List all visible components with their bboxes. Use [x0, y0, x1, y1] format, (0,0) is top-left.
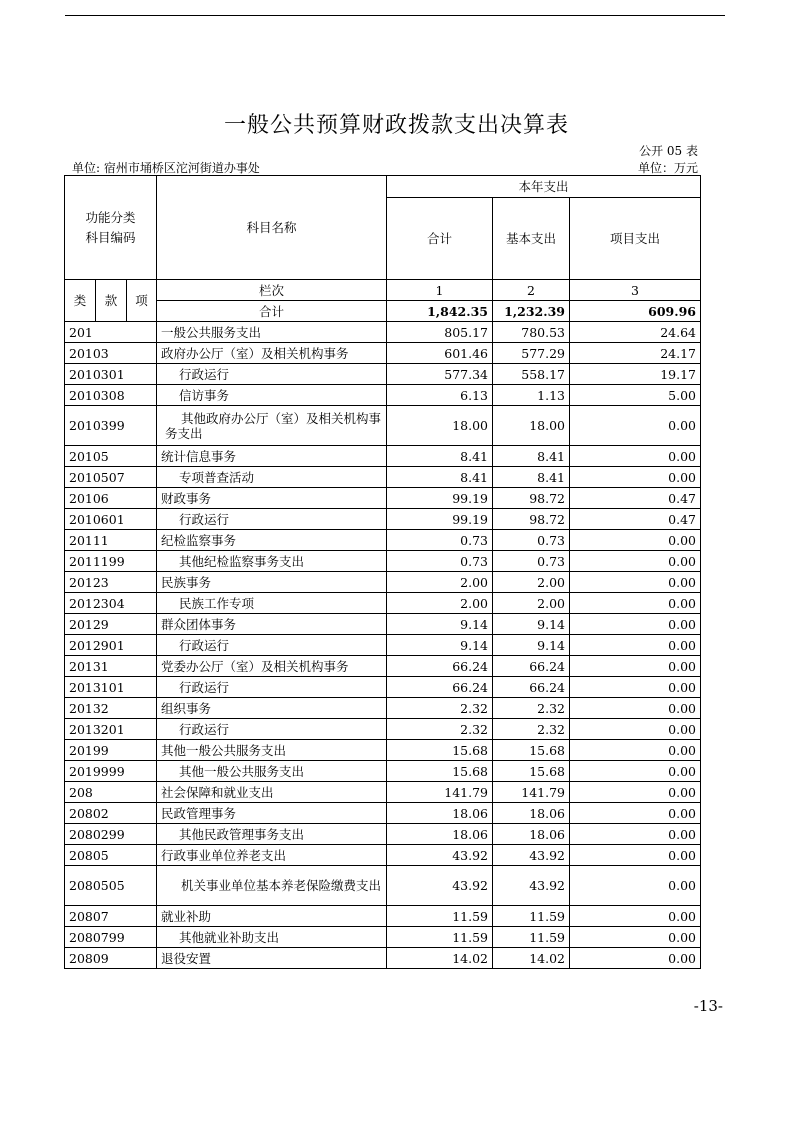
row-project: 0.00	[570, 803, 701, 824]
table-row	[65, 467, 701, 488]
table-row	[65, 824, 701, 845]
row-subject-name: 财政事务	[157, 488, 387, 509]
project-header: 项目支出	[570, 198, 701, 280]
row-total: 8.41	[387, 446, 493, 467]
row-basic: 9.14	[493, 614, 570, 635]
form-number: 公开 05 表	[639, 144, 698, 158]
row-basic: 2.32	[493, 698, 570, 719]
row-total: 2.00	[387, 572, 493, 593]
row-subject-name: 行政运行	[157, 677, 387, 698]
row-project: 0.00	[570, 635, 701, 656]
table-row	[65, 635, 701, 656]
xiang-header: 项	[127, 280, 157, 322]
table-row	[65, 385, 701, 406]
table-row	[65, 740, 701, 761]
table-row	[65, 572, 701, 593]
row-code: 2012304	[65, 593, 157, 614]
row-basic: 15.68	[493, 740, 570, 761]
table-row	[65, 509, 701, 530]
currency-unit: 单位：万元	[637, 161, 698, 175]
row-project: 0.00	[570, 656, 701, 677]
row-subject-name: 其他一般公共服务支出	[157, 740, 387, 761]
row-subject-name: 政府办公厅（室）及相关机构事务	[157, 343, 387, 364]
row-total: 0.73	[387, 551, 493, 572]
row-basic: 18.00	[493, 406, 570, 446]
table-row	[65, 761, 701, 782]
func-code-header-text: 功能分类 科目编码	[85, 209, 136, 245]
row-project: 0.00	[570, 614, 701, 635]
row-basic: 43.92	[493, 845, 570, 866]
col-index-1: 1	[387, 280, 493, 301]
row-subject-name: 民族工作专项	[157, 593, 387, 614]
row-project: 0.00	[570, 406, 701, 446]
row-basic: 98.72	[493, 509, 570, 530]
row-project: 0.00	[570, 761, 701, 782]
row-total: 0.73	[387, 530, 493, 551]
row-basic: 18.06	[493, 824, 570, 845]
kuan-header: 款	[96, 280, 127, 322]
unit-name: 单位: 宿州市埇桥区沱河街道办事处	[72, 161, 260, 175]
row-code: 2013201	[65, 719, 157, 740]
table-row	[65, 719, 701, 740]
row-subject-name: 行政运行	[157, 509, 387, 530]
row-basic: 11.59	[493, 906, 570, 927]
row-code: 20809	[65, 948, 157, 969]
row-code: 2080799	[65, 927, 157, 948]
row-code: 2080299	[65, 824, 157, 845]
row-total: 9.14	[387, 614, 493, 635]
row-code: 2010601	[65, 509, 157, 530]
row-project: 0.47	[570, 509, 701, 530]
row-basic: 9.14	[493, 635, 570, 656]
row-total: 8.41	[387, 467, 493, 488]
row-subject-name: 行政事业单位养老支出	[157, 845, 387, 866]
row-total: 99.19	[387, 488, 493, 509]
row-code: 20106	[65, 488, 157, 509]
table-row	[65, 677, 701, 698]
row-basic: 0.73	[493, 551, 570, 572]
row-code: 2010507	[65, 467, 157, 488]
row-code: 20805	[65, 845, 157, 866]
table-row	[65, 530, 701, 551]
row-total: 18.06	[387, 824, 493, 845]
row-basic: 98.72	[493, 488, 570, 509]
row-code: 20111	[65, 530, 157, 551]
row-project: 0.00	[570, 906, 701, 927]
row-subject-name: 群众团体事务	[157, 614, 387, 635]
func-code-header	[65, 176, 157, 280]
row-basic: 43.92	[493, 866, 570, 906]
row-basic: 780.53	[493, 322, 570, 343]
page-title: 一般公共预算财政拨款支出决算表	[223, 113, 569, 138]
row-subject-name: 其他纪检监察事务支出	[157, 551, 387, 572]
row-subject-name: 其他就业补助支出	[157, 927, 387, 948]
row-total: 43.92	[387, 845, 493, 866]
table-row	[65, 906, 701, 927]
total-header: 合计	[387, 198, 493, 280]
table-row	[65, 782, 701, 803]
row-subject-name: 行政运行	[157, 635, 387, 656]
row-project: 0.00	[570, 530, 701, 551]
row-project: 0.00	[570, 782, 701, 803]
row-project: 19.17	[570, 364, 701, 385]
row-subject-name: 就业补助	[157, 906, 387, 927]
table-row	[65, 845, 701, 866]
row-project: 0.00	[570, 866, 701, 906]
row-basic: 66.24	[493, 677, 570, 698]
table-row	[65, 406, 701, 446]
row-basic: 2.32	[493, 719, 570, 740]
row-total: 601.46	[387, 343, 493, 364]
row-code: 20132	[65, 698, 157, 719]
row-basic: 141.79	[493, 782, 570, 803]
expenditure-table	[64, 175, 701, 969]
row-project: 0.00	[570, 593, 701, 614]
row-code: 20105	[65, 446, 157, 467]
row-code: 208	[65, 782, 157, 803]
row-code: 20807	[65, 906, 157, 927]
row-code: 2013101	[65, 677, 157, 698]
row-subject-name: 组织事务	[157, 698, 387, 719]
row-code: 20129	[65, 614, 157, 635]
row-total: 66.24	[387, 656, 493, 677]
row-subject-name: 信访事务	[157, 385, 387, 406]
row-code: 20123	[65, 572, 157, 593]
row-total: 99.19	[387, 509, 493, 530]
row-project: 0.00	[570, 740, 701, 761]
row-project: 24.17	[570, 343, 701, 364]
row-code: 2080505	[65, 866, 157, 906]
page-number: -13-	[693, 997, 723, 1015]
table-row	[65, 343, 701, 364]
row-project: 0.00	[570, 824, 701, 845]
row-code: 2012901	[65, 635, 157, 656]
row-subject-name: 其他政府办公厅（室）及相关机构事务支出	[157, 406, 387, 446]
col-index-3: 3	[570, 280, 701, 301]
basic-header: 基本支出	[493, 198, 570, 280]
row-project: 24.64	[570, 322, 701, 343]
row-total: 43.92	[387, 866, 493, 906]
row-total: 2.32	[387, 719, 493, 740]
lei-header: 类	[65, 280, 96, 322]
row-total: 9.14	[387, 635, 493, 656]
row-project: 0.00	[570, 677, 701, 698]
table-row	[65, 551, 701, 572]
row-total: 66.24	[387, 677, 493, 698]
table-row	[65, 866, 701, 906]
row-total: 6.13	[387, 385, 493, 406]
row-subject-name: 一般公共服务支出	[157, 322, 387, 343]
row-project: 5.00	[570, 385, 701, 406]
row-basic: 8.41	[493, 467, 570, 488]
lanci-label: 栏次	[157, 280, 387, 301]
row-total: 11.59	[387, 927, 493, 948]
row-project: 0.00	[570, 446, 701, 467]
row-subject-name: 其他民政管理事务支出	[157, 824, 387, 845]
row-project: 0.00	[570, 927, 701, 948]
sum-label: 合计	[157, 301, 387, 322]
row-project: 0.00	[570, 572, 701, 593]
row-project: 0.00	[570, 551, 701, 572]
row-basic: 8.41	[493, 446, 570, 467]
row-basic: 558.17	[493, 364, 570, 385]
row-code: 2010301	[65, 364, 157, 385]
col-index-2: 2	[493, 280, 570, 301]
row-total: 805.17	[387, 322, 493, 343]
row-code: 2010399	[65, 406, 157, 446]
row-code: 2019999	[65, 761, 157, 782]
row-basic: 11.59	[493, 927, 570, 948]
row-project: 0.47	[570, 488, 701, 509]
row-total: 18.00	[387, 406, 493, 446]
row-project: 0.00	[570, 845, 701, 866]
table-row	[65, 364, 701, 385]
row-basic: 2.00	[493, 572, 570, 593]
table-row	[65, 446, 701, 467]
sum-basic: 1,232.39	[493, 301, 570, 322]
row-basic: 1.13	[493, 385, 570, 406]
row-basic: 577.29	[493, 343, 570, 364]
row-total: 2.32	[387, 698, 493, 719]
row-subject-name: 行政运行	[157, 719, 387, 740]
row-subject-name: 机关事业单位基本养老保险缴费支出	[157, 866, 387, 906]
row-code: 2011199	[65, 551, 157, 572]
row-project: 0.00	[570, 948, 701, 969]
row-basic: 66.24	[493, 656, 570, 677]
row-subject-name: 统计信息事务	[157, 446, 387, 467]
row-total: 14.02	[387, 948, 493, 969]
current-year-header: 本年支出	[387, 176, 701, 198]
top-rule	[65, 15, 725, 16]
row-total: 2.00	[387, 593, 493, 614]
row-subject-name: 专项普查活动	[157, 467, 387, 488]
row-subject-name: 社会保障和就业支出	[157, 782, 387, 803]
table-row	[65, 698, 701, 719]
row-basic: 2.00	[493, 593, 570, 614]
row-code: 201	[65, 322, 157, 343]
subject-name-header: 科目名称	[157, 176, 387, 280]
row-total: 577.34	[387, 364, 493, 385]
row-project: 0.00	[570, 467, 701, 488]
table-row	[65, 488, 701, 509]
row-project: 0.00	[570, 719, 701, 740]
table-row	[65, 927, 701, 948]
row-basic: 18.06	[493, 803, 570, 824]
sum-project: 609.96	[570, 301, 701, 322]
row-subject-name: 民族事务	[157, 572, 387, 593]
row-code: 20103	[65, 343, 157, 364]
row-subject-name: 行政运行	[157, 364, 387, 385]
row-basic: 14.02	[493, 948, 570, 969]
row-code: 20131	[65, 656, 157, 677]
row-code: 20199	[65, 740, 157, 761]
row-total: 15.68	[387, 740, 493, 761]
row-subject-name: 退役安置	[157, 948, 387, 969]
row-project: 0.00	[570, 698, 701, 719]
row-basic: 15.68	[493, 761, 570, 782]
table-row	[65, 803, 701, 824]
row-total: 15.68	[387, 761, 493, 782]
row-subject-name: 党委办公厅（室）及相关机构事务	[157, 656, 387, 677]
row-total: 141.79	[387, 782, 493, 803]
row-subject-name: 其他一般公共服务支出	[157, 761, 387, 782]
row-code: 20802	[65, 803, 157, 824]
row-subject-name: 纪检监察事务	[157, 530, 387, 551]
row-subject-name: 民政管理事务	[157, 803, 387, 824]
table-row	[65, 656, 701, 677]
table-row	[65, 322, 701, 343]
row-total: 18.06	[387, 803, 493, 824]
row-basic: 0.73	[493, 530, 570, 551]
row-total: 11.59	[387, 906, 493, 927]
table-row	[65, 593, 701, 614]
table-row	[65, 948, 701, 969]
table-row	[65, 614, 701, 635]
sum-total: 1,842.35	[387, 301, 493, 322]
row-code: 2010308	[65, 385, 157, 406]
